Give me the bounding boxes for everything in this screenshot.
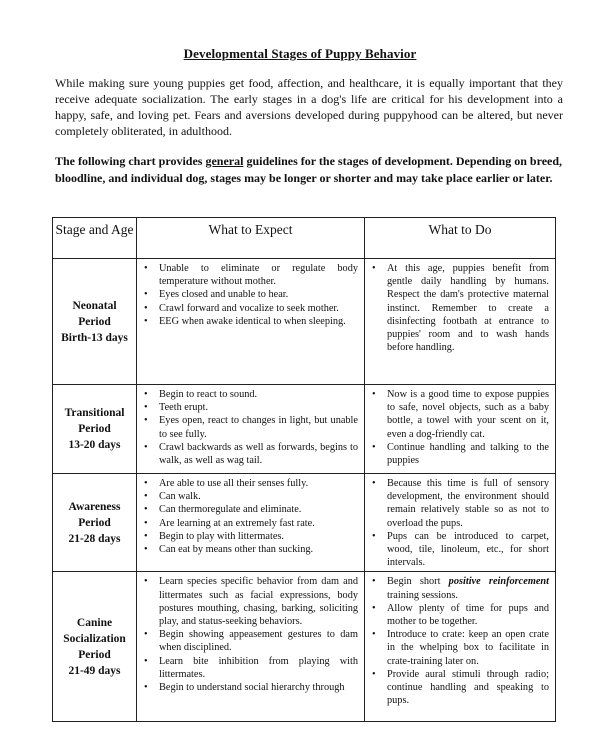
stage-age: Birth-13 days xyxy=(61,331,128,344)
list-item xyxy=(367,575,549,601)
list-item: • Are able to use all their senses fully. xyxy=(139,477,358,490)
expect-cell-neonatal xyxy=(137,259,365,385)
expect-cell-transitional xyxy=(137,385,365,474)
stage-name: Transitional xyxy=(64,407,125,419)
todo-cell-canine-socialization xyxy=(365,572,556,722)
list-item: • Now is a good time to expose puppies to safe, novel objects, such as a baby bottle, a towel with your scent on it, even a dog-friendly cat. xyxy=(367,388,549,441)
todo-cell-awareness xyxy=(365,474,556,572)
stage-socialization: Socialization xyxy=(63,632,126,645)
table-row-transitional xyxy=(53,385,556,474)
header-stage-and-age: Stage and Age xyxy=(53,218,137,259)
stage-period: Period xyxy=(78,648,111,661)
guidelines-note xyxy=(55,153,565,187)
stage-period: Period xyxy=(78,516,111,529)
stage-cell-canine-socialization xyxy=(53,572,137,722)
list-item: • Because this time is full of sensory development, the environment should remain relatively stable so as not to overload the pups. xyxy=(367,477,549,530)
list-item: • Introduce to crate: keep an open crate in the whelping box to facilitate in crate-training later on. xyxy=(367,628,549,668)
list-item: • Crawl forward and vocalize to seek mother. xyxy=(139,302,358,315)
stage-name: Awareness xyxy=(68,500,121,513)
list-item: • At this age, puppies benefit from gentle daily handling by humans. Respect the dam's protective maternal instinct. Remember to create a disinfecting footbath at entrance to puppies' room and to wash hands before handling. xyxy=(367,262,549,354)
list-item: • Begin to play with littermates. xyxy=(139,530,358,543)
stage-name: Neonatal xyxy=(72,299,117,312)
todo-text-end: training sessions. xyxy=(387,589,458,601)
list-item: • Teeth erupt. xyxy=(139,401,358,414)
note-text-end: guidelines for the stages of development. Depending on breed, bloodline, and individual dog, stages may be longer or shorter and may take place earlier or later. xyxy=(55,154,563,185)
list-item: • Allow plenty of time for pups and mother to be together. xyxy=(367,602,549,628)
list-item: • Can walk. xyxy=(139,490,358,503)
list-item: • Continue handling and talking to the puppies xyxy=(367,441,549,467)
stage-age: 13-20 days xyxy=(68,439,121,451)
todo-text-start: Begin short xyxy=(387,576,449,588)
table-row-neonatal xyxy=(53,259,556,385)
todo-cell-neonatal xyxy=(365,259,556,385)
stage-cell-awareness xyxy=(53,474,137,572)
intro-paragraph: While making sure young puppies get food, affection, and healthcare, it is equally important that they receive adequate socialization. The early stages in a dog's life are critical for his development into a happy, safe, and loving pet. Fears and aversions developed during puppyhood can be altered, but never completely obliterated, in adulthood. xyxy=(55,76,563,138)
puppy-stages-table xyxy=(52,217,556,722)
table-header-row xyxy=(53,218,556,259)
table-row-canine-socialization xyxy=(53,572,556,722)
list-item: • EEG when awake identical to when sleeping. xyxy=(139,315,358,328)
todo-cell-transitional xyxy=(365,385,556,474)
header-what-to-do: What to Do xyxy=(365,218,556,259)
header-what-to-expect: What to Expect xyxy=(137,218,365,259)
stage-age: 21-49 days xyxy=(68,664,121,677)
list-item: • Eyes open, react to changes in light, but unable to see fully. xyxy=(139,414,358,440)
list-item: • Can eat by means other than sucking. xyxy=(139,543,358,556)
stage-name: Canine xyxy=(76,616,113,629)
list-item: • Provide aural stimuli through radio; continue handling and speaking to pups. xyxy=(367,668,549,708)
table-row-awareness xyxy=(53,474,556,572)
list-item: • Can thermoregulate and eliminate. xyxy=(139,503,358,516)
todo-emphasis: positive reinforcement xyxy=(448,576,549,588)
list-item: • Learn species specific behavior from dam and littermates such as facial expressions, body postures mouthing, chasing, barking, soliciting play, and status-seeking behaviors. xyxy=(139,575,358,628)
stage-period: Period xyxy=(78,315,111,328)
stage-period: Period xyxy=(78,423,111,435)
list-item: • Learn bite inhibition from playing with littermates. xyxy=(139,655,358,681)
stage-age: 21-28 days xyxy=(68,532,121,545)
expect-cell-canine-socialization xyxy=(137,572,365,722)
list-item: • Eyes closed and unable to hear. xyxy=(139,288,358,301)
stage-cell-neonatal xyxy=(53,259,137,385)
list-item: • Begin showing appeasement gestures to dam when disciplined. xyxy=(139,628,358,654)
list-item: • Unable to eliminate or regulate body temperature without mother. xyxy=(139,262,358,288)
list-item: • Pups can be introduced to carpet, wood, tile, linoleum, etc., for short intervals. xyxy=(367,530,549,570)
note-underlined-word: general xyxy=(205,154,244,168)
stage-cell-transitional xyxy=(53,385,137,474)
expect-cell-awareness xyxy=(137,474,365,572)
list-item: • Begin to understand social hierarchy through xyxy=(139,681,358,694)
list-item: • Are learning at an extremely fast rate. xyxy=(139,517,358,530)
document-title: Developmental Stages of Puppy Behavior xyxy=(183,46,417,61)
note-text-start: The following chart provides xyxy=(55,154,206,168)
list-item: • Crawl backwards as well as forwards, begins to walk, as well as wag tail. xyxy=(139,441,358,467)
list-item: • Begin to react to sound. xyxy=(139,388,358,401)
